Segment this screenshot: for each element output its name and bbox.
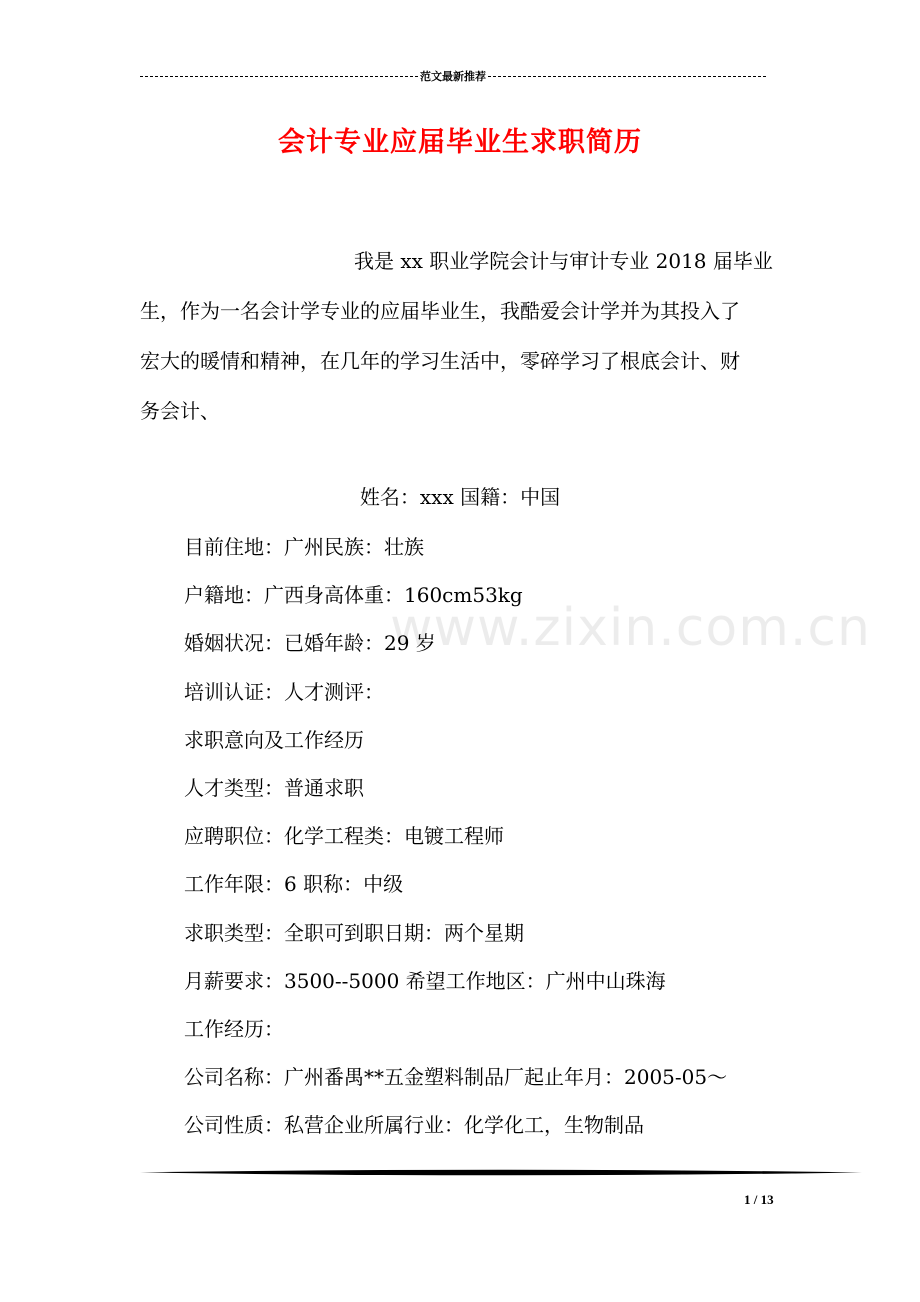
header-dash-right: [488, 76, 766, 77]
watermark-logo: www.zixin.com.cn: [390, 598, 871, 658]
header-dash-left: [140, 76, 418, 77]
intro-paragraph: [140, 236, 800, 436]
info-row: 工作年限：6 职称：中级: [184, 872, 404, 897]
info-row: 户籍地：广西身高体重：160cm53kg: [184, 583, 523, 608]
info-row: 月薪要求：3500--5000 希望工作地区：广州中山珠海: [184, 968, 666, 993]
info-row: 公司名称：广州番禺**五金塑料制品厂起止年月：2005-05～: [184, 1065, 728, 1090]
info-row: 工作经历：: [184, 1016, 284, 1041]
info-row: 培训认证：人才测评：: [184, 679, 384, 704]
intro-line: 务会计、: [140, 399, 220, 423]
footer-divider: [140, 1168, 862, 1177]
header-label: 范文最新推荐: [420, 70, 486, 83]
intro-line: 宏大的暖情和精神，在几年的学习生活中，零碎学习了根底会计、财: [140, 349, 740, 373]
info-row: 应聘职位：化学工程类：电镀工程师: [184, 824, 504, 849]
info-row: 公司性质：私营企业所属行业：化学化工，生物制品: [184, 1113, 644, 1138]
document-title: 会计专业应届毕业生求职简历: [278, 127, 642, 158]
info-row: 目前住地：广州民族：壮族: [184, 535, 424, 559]
info-row: 人才类型：普通求职: [184, 775, 364, 800]
page-number: 1 / 13: [744, 1192, 774, 1207]
info-row: 求职意向及工作经历: [184, 727, 364, 752]
page-header: [140, 66, 766, 86]
intro-line: [140, 236, 800, 286]
info-row: 婚姻状况：已婚年龄：29 岁: [184, 631, 436, 656]
intro-line-text: 我是 xx 职业学院会计与审计专业 2018 届毕业: [354, 249, 773, 273]
name-line: 姓名：xxx 国籍：中国: [359, 485, 561, 509]
intro-line: 生，作为一名会计学专业的应届毕业生，我酷爱会计学并为其投入了: [140, 299, 740, 323]
info-row: 求职类型：全职可到职日期：两个星期: [184, 920, 524, 945]
